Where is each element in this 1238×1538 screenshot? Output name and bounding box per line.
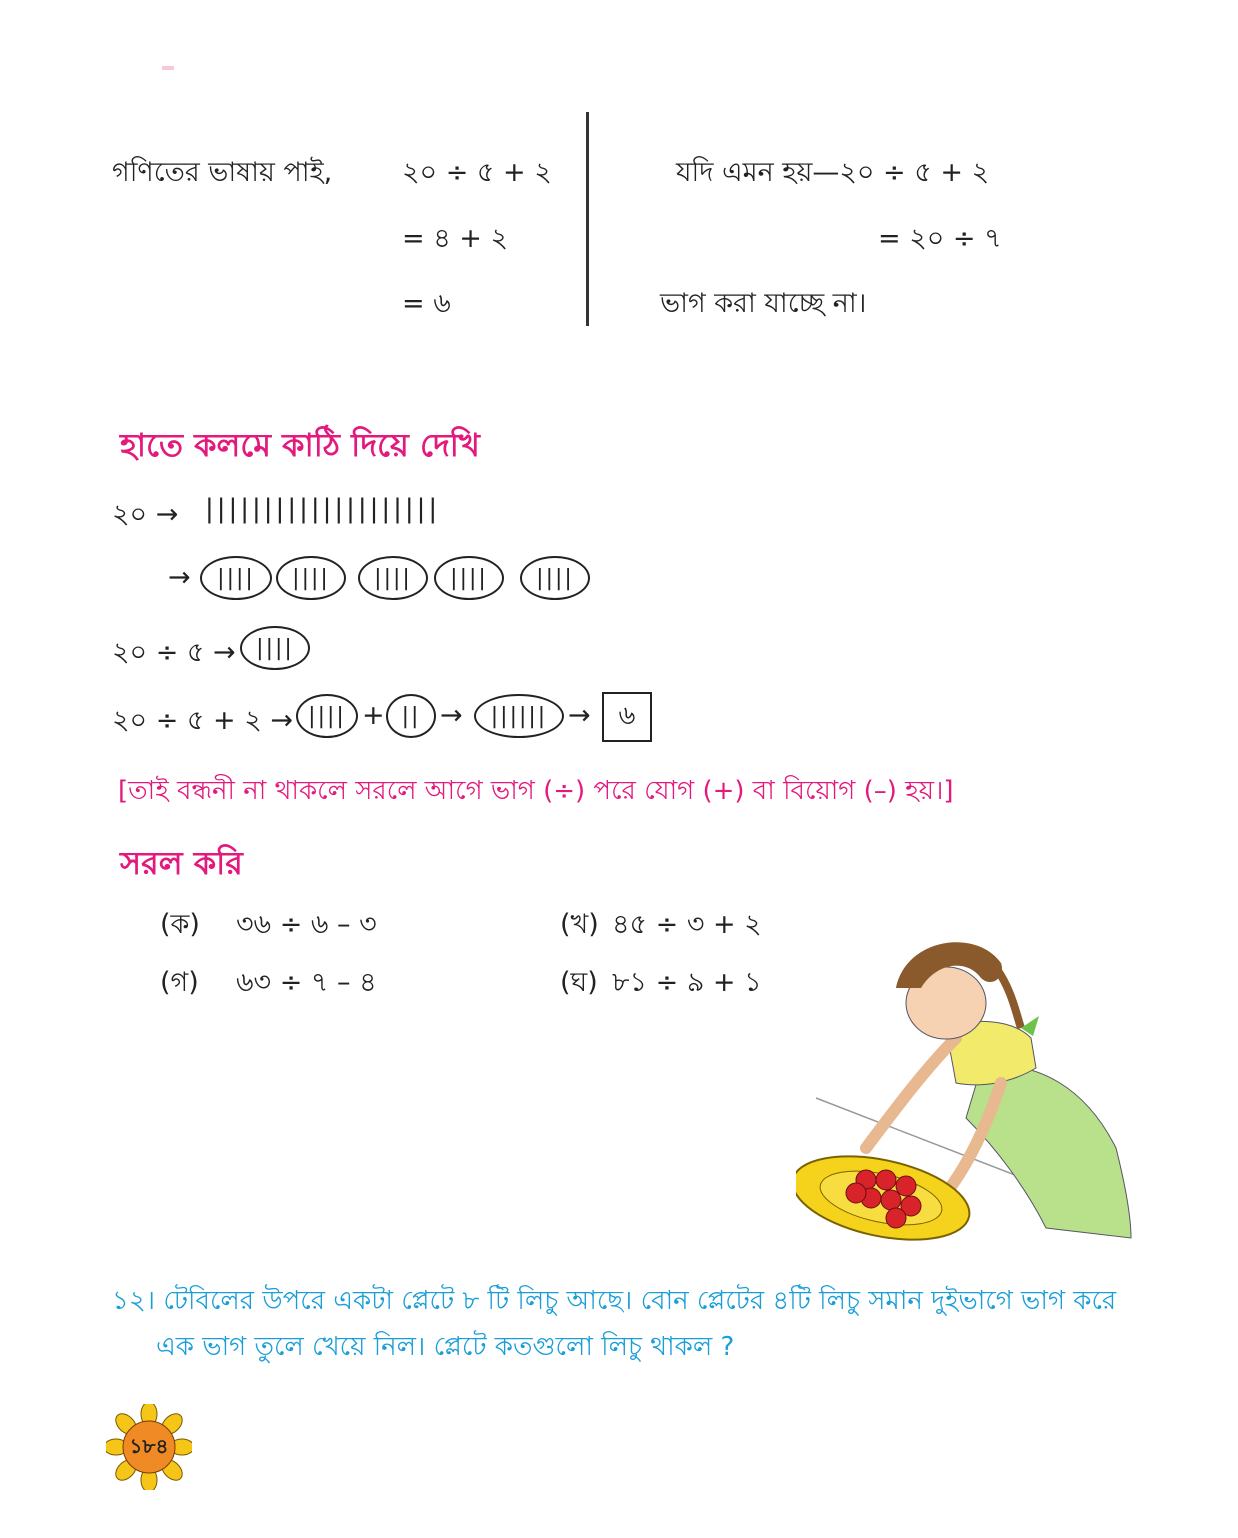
exercise-gh-label: (ঘ) <box>560 967 598 998</box>
girl-with-lychee-plate-illustration <box>796 918 1136 1254</box>
stick-bundle-two: || <box>386 694 436 738</box>
question-line-1: ১২। টেবিলের উপরে একটা প্লেটে ৮ টি লিচু আছে। বোন প্লেটের ৪টি লিচু সমান দুইভাগে ভাগ করে <box>112 1286 1117 1316</box>
stick-bundle: |||| <box>358 556 428 600</box>
result-box: ৬ <box>602 692 652 742</box>
exercise-kh-label: (খ) <box>560 909 599 940</box>
divider-line <box>586 112 589 326</box>
section-heading-simplify: সরল করি <box>120 844 243 882</box>
question-line-2: এক ভাগ তুলে খেয়ে নিল। প্লেটে কতগুলো লিচু থাকল ? <box>156 1332 735 1362</box>
row4-arrow-2: → <box>568 700 591 731</box>
exercise-g-label: (গ) <box>160 967 199 998</box>
left-label: গণিতের ভাষায় পাই, <box>112 157 333 188</box>
row4-label: ২০ ÷ ৫ + ২ → <box>112 705 293 736</box>
pink-mark <box>162 66 174 70</box>
stick-bundle: |||| <box>200 556 272 600</box>
right-line-3: ভাগ করা যাচ্ছে না। <box>660 288 867 319</box>
rule-note: [তাই বন্ধনী না থাকলে সরলে আগে ভাগ (÷) পরে যোগ (+) বা বিয়োগ (–) হয়।] <box>118 776 954 806</box>
stick-bundle: |||| <box>276 556 346 600</box>
stick-bundle: |||| <box>296 694 358 738</box>
left-line-2: = ৪ + ২ <box>402 223 509 254</box>
stick-bundle: |||| <box>520 556 590 600</box>
right-line-1: যদি এমন হয়—২০ ÷ ৫ + ২ <box>676 157 990 188</box>
stick-bundle: |||| <box>434 556 504 600</box>
plus-sign: + <box>362 700 385 731</box>
right-line-2: = ২০ ÷ ৭ <box>878 223 1002 254</box>
section-heading-sticks: হাতে কলমে কাঠি দিয়ে দেখি <box>120 426 480 464</box>
exercise-kh: ৪৫ ÷ ৩ + ২ <box>612 909 762 940</box>
left-line-1: ২০ ÷ ৫ + ২ <box>402 157 552 188</box>
stick-bundle-six: |||||| <box>474 694 564 738</box>
twenty-sticks: |||||||||||||||||||| <box>205 494 441 524</box>
exercise-gh: ৮১ ÷ ৯ + ১ <box>612 967 762 998</box>
exercise-g: ৬৩ ÷ ৭ – ৪ <box>236 967 377 998</box>
left-line-3: = ৬ <box>402 288 451 319</box>
stick-bundle: |||| <box>240 626 310 670</box>
row1-label: ২০ → <box>112 499 179 530</box>
row2-arrow: → <box>168 562 191 593</box>
row3-label: ২০ ÷ ৫ → <box>112 637 236 668</box>
exercise-k: ৩৬ ÷ ৬ – ৩ <box>236 909 377 940</box>
exercise-k-label: (ক) <box>160 909 200 940</box>
row4-arrow-1: → <box>440 700 463 731</box>
page-number: ১৮৪ <box>129 1434 169 1458</box>
